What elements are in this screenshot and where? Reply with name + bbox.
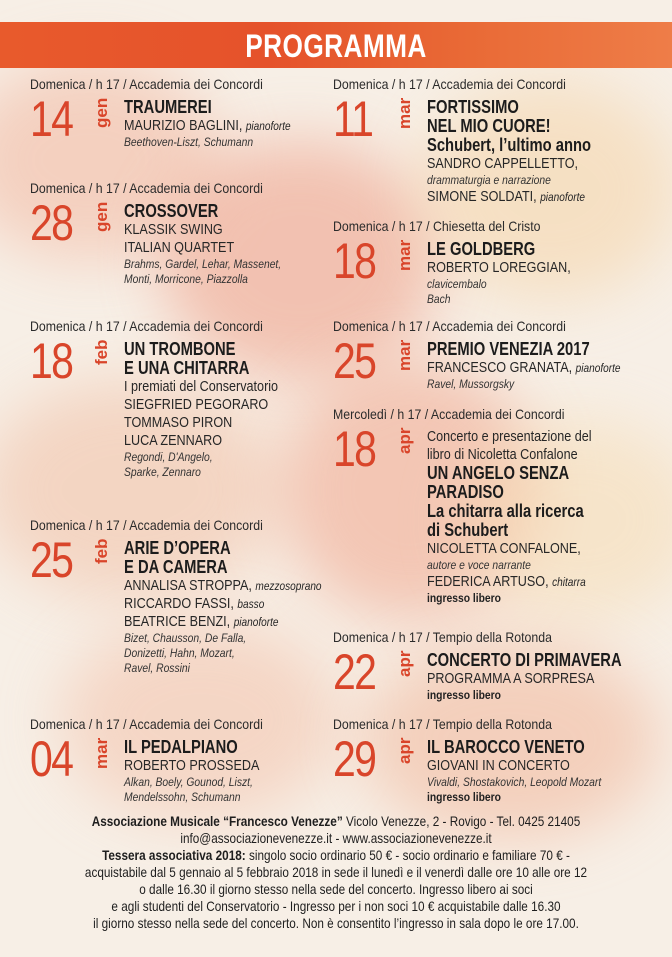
event-header: Domenica / h 17 / Accademia dei Concordi — [30, 318, 263, 334]
performer-line-text: ITALIAN QUARTET — [124, 239, 235, 256]
event-header: Domenica / h 17 / Tempio della Rotonda — [333, 716, 552, 732]
performer-line — [124, 378, 317, 396]
performer-line — [124, 396, 317, 414]
performer-line — [427, 757, 620, 775]
footer-line-5: e agli studenti del Conservatorio - Ingresso per i non soci 10 € acquistabile dalle 16.30 — [111, 898, 561, 914]
event-2 — [30, 318, 295, 479]
footer — [0, 813, 672, 932]
performer-line — [427, 540, 620, 558]
performer-line-text: I premiati del Conservatorio — [124, 378, 279, 395]
instrument-role: mezzosoprano — [255, 579, 322, 593]
event-title — [427, 464, 616, 483]
performer-line-text: LUCA ZENNARO — [124, 432, 223, 449]
event-details — [427, 428, 657, 605]
event-note — [124, 450, 322, 465]
event-date — [30, 532, 120, 597]
event-day: 28 — [30, 195, 73, 251]
event-date — [30, 91, 120, 156]
performer-line — [427, 670, 620, 688]
event-note-text: Sparke, Zennaro — [124, 465, 201, 479]
event-day: 25 — [333, 333, 376, 389]
performer-line — [124, 414, 317, 432]
event-month: feb — [92, 340, 111, 366]
event-date — [333, 333, 423, 398]
event-title-text: IL PEDALPIANO — [124, 737, 238, 757]
event-day: 18 — [333, 233, 376, 289]
event-date — [333, 233, 423, 298]
instrument-role: pianoforte — [233, 615, 279, 629]
event-month: mar — [92, 738, 111, 770]
performer-line-text: FEDERICA ARTUSO, — [427, 573, 549, 590]
footer-line-6: il giorno stesso nella sede del concerto. Non è consentito l’ingresso in sala dopo le ore 17.00. — [93, 915, 579, 931]
event-note-text: Beethoven-Liszt, Schumann — [124, 135, 254, 149]
performer-line-text: Concerto e presentazione del — [427, 428, 592, 445]
event-title — [427, 340, 616, 359]
event-title-text: UN ANGELO SENZA — [427, 463, 570, 483]
event-date — [30, 195, 120, 260]
performer-line-text: NICOLETTA CONFALONE, — [427, 540, 581, 557]
event-note — [124, 135, 322, 150]
event-note-text: Mendelssohn, Schumann — [124, 790, 241, 804]
event-title-text: La chitarra alla ricerca — [427, 501, 584, 521]
org-name: Associazione Musicale “Francesco Venezze” — [91, 813, 343, 829]
performer-line-text: SANDRO CAPPELLETTO, — [427, 155, 579, 172]
event-0 — [30, 76, 295, 149]
performer-line — [124, 221, 317, 239]
event-details — [124, 340, 354, 480]
event-month: gen — [92, 202, 111, 233]
event-title-text: Schubert, l’ultimo anno — [427, 135, 592, 155]
event-header: Domenica / h 17 / Accademia dei Concordi — [30, 76, 263, 92]
event-7 — [333, 318, 621, 391]
footer-line-4: o dalle 16.30 il giorno stesso nella sede del concerto. Ingresso libero ai soci — [139, 881, 533, 897]
footer-line-3: acquistabile dal 5 gennaio al 5 febbraio 2018 in sede il lunedì e il venerdì dalle ore 10 alle ore 12 — [84, 864, 588, 880]
instrument-role: pianoforte — [245, 119, 291, 133]
performer-line — [124, 595, 317, 613]
event-title-text: IL BAROCCO VENETO — [427, 737, 585, 757]
event-date — [30, 333, 120, 398]
performer-line-text: KLASSIK SWING — [124, 221, 223, 238]
event-title-text: NEL MIO CUORE! — [427, 116, 551, 136]
event-note-text: Ravel, Rossini — [124, 661, 190, 675]
performer-line — [124, 432, 317, 450]
event-day: 11 — [333, 91, 373, 147]
performer-line-text: GIOVANI IN CONCERTO — [427, 757, 570, 774]
event-note-text: Alkan, Boely, Gounod, Liszt, — [124, 775, 253, 789]
performer-line — [427, 188, 620, 206]
performer-line-text: BEATRICE BENZI, — [124, 613, 231, 630]
free-entry-note — [427, 688, 625, 702]
event-note — [124, 257, 322, 272]
event-title — [124, 98, 313, 117]
event-note-text: Regondi, D'Angelo, — [124, 450, 213, 464]
instrument-role: chitarra — [552, 575, 586, 589]
event-day: 29 — [333, 731, 376, 787]
page-title: PROGRAMMA — [245, 28, 427, 64]
performer-line-text: SIEGFRIED PEGORARO — [124, 396, 269, 413]
performer-line-text: SIMONE SOLDATI, — [427, 188, 537, 205]
instrument-role: pianoforte — [575, 361, 621, 375]
event-3 — [30, 517, 322, 675]
performer-line — [427, 155, 620, 173]
event-details — [124, 738, 354, 805]
event-header: Domenica / h 17 / Tempio della Rotonda — [333, 629, 552, 645]
programma-banner — [0, 22, 672, 68]
event-header: Domenica / h 17 / Chiesetta del Cristo — [333, 218, 541, 234]
performer-line — [124, 613, 317, 631]
tessera-label: Tessera associativa 2018: — [102, 847, 246, 863]
performer-line — [427, 259, 620, 277]
event-title — [124, 340, 313, 359]
tessera-text: singolo socio ordinario 50 € - socio ordinario e familiare 70 € - — [245, 847, 570, 863]
event-month: mar — [395, 340, 414, 372]
performer-line — [427, 446, 620, 464]
event-5 — [333, 76, 598, 205]
event-note-text: autore e voce narrante — [427, 558, 531, 572]
event-header: Domenica / h 17 / Accademia dei Concordi — [30, 716, 263, 732]
event-title — [427, 502, 616, 521]
event-note — [427, 292, 625, 307]
event-month: mar — [395, 98, 414, 130]
event-note-text: Monti, Morricone, Piazzolla — [124, 272, 248, 286]
event-note — [427, 173, 625, 188]
event-day: 04 — [30, 731, 73, 787]
event-date — [30, 731, 120, 796]
instrument-role: pianoforte — [540, 190, 586, 204]
event-header: Mercoledì / h 17 / Accademia dei Concordi — [333, 406, 565, 422]
org-address: Vicolo Venezze, 2 - Rovigo - Tel. 0425 21405 — [342, 813, 581, 829]
event-month: gen — [92, 98, 111, 129]
event-note — [427, 377, 625, 392]
event-date — [333, 91, 423, 156]
event-title-text: di Schubert — [427, 520, 509, 540]
event-title-text: ARIE D’OPERA — [124, 538, 231, 558]
event-date — [333, 731, 423, 796]
performer-line-text: TOMMASO PIRON — [124, 414, 233, 431]
performer-line-text: libro di Nicoletta Confalone — [427, 446, 578, 463]
event-day: 22 — [333, 644, 376, 700]
free-entry-note-text: ingresso libero — [427, 790, 501, 804]
event-day: 14 — [30, 91, 73, 147]
performer-line-text: FRANCESCO GRANATA, — [427, 359, 573, 376]
event-header: Domenica / h 17 / Accademia dei Concordi — [30, 180, 263, 196]
event-note-text: Bizet, Chausson, De Falla, — [124, 631, 247, 645]
event-header: Domenica / h 17 / Accademia dei Concordi — [333, 318, 566, 334]
event-date — [333, 421, 423, 486]
free-entry-note — [427, 591, 625, 605]
event-note — [124, 790, 322, 805]
footer-line-1 — [54, 813, 618, 830]
event-title-text: E UNA CHITARRA — [124, 358, 250, 378]
event-details — [427, 651, 657, 702]
event-note-text: Brahms, Gardel, Lehar, Massenet, — [124, 257, 282, 271]
event-month: mar — [395, 240, 414, 272]
performer-line — [124, 239, 317, 257]
event-details — [427, 738, 657, 804]
event-9 — [333, 629, 622, 702]
event-details — [124, 539, 354, 676]
event-month: apr — [395, 738, 414, 765]
instrument-role: basso — [237, 597, 265, 611]
event-month: apr — [395, 651, 414, 678]
event-note-text: Ravel, Mussorgsky — [427, 377, 515, 391]
performer-line-text: PROGRAMMA A SORPRESA — [427, 670, 595, 687]
event-note — [124, 775, 322, 790]
performer-line — [427, 359, 620, 377]
event-note-text: Vivaldi, Shostakovich, Leopold Mozart — [427, 775, 602, 789]
event-details — [427, 240, 657, 307]
free-entry-note — [427, 790, 625, 804]
event-note — [124, 631, 322, 646]
event-title — [427, 483, 616, 502]
event-title — [124, 539, 313, 558]
event-title — [427, 240, 616, 259]
event-title — [427, 521, 616, 540]
event-note — [427, 775, 625, 790]
event-title-text: TRAUMEREI — [124, 97, 212, 117]
footer-line-tessera — [54, 847, 618, 864]
performer-line — [124, 757, 317, 775]
event-title — [124, 202, 313, 221]
event-details — [124, 98, 354, 150]
event-note — [124, 646, 322, 661]
performer-line-text: MAURIZIO BAGLINI, — [124, 117, 243, 134]
free-entry-note-text: ingresso libero — [427, 591, 501, 605]
event-title-text: CROSSOVER — [124, 201, 219, 221]
event-note-text: Bach — [427, 292, 451, 306]
event-note — [124, 465, 322, 480]
performer-line-text: ANNALISA STROPPA, — [124, 577, 252, 594]
performer-line — [427, 428, 620, 446]
performer-line — [124, 117, 317, 135]
event-title-text: CONCERTO DI PRIMAVERA — [427, 650, 622, 670]
event-title — [427, 738, 616, 757]
event-month: apr — [395, 428, 414, 455]
event-4 — [30, 716, 295, 804]
event-note — [124, 272, 322, 287]
event-details — [124, 202, 354, 287]
event-header: Domenica / h 17 / Accademia dei Concordi — [30, 517, 263, 533]
event-6 — [333, 218, 571, 306]
footer-contacts: info@associazionevenezze.it - www.associazionevenezze.it — [180, 830, 492, 846]
event-note-text: clavicembalo — [427, 277, 487, 291]
event-note — [427, 277, 625, 292]
performer-line — [124, 577, 322, 595]
event-title — [124, 558, 313, 577]
event-note-text: Donizetti, Hahn, Mozart, — [124, 646, 235, 660]
event-note — [427, 558, 625, 573]
event-title-text: PARADISO — [427, 482, 504, 502]
event-title-text: FORTISSIMO — [427, 97, 519, 117]
event-title-text: LE GOLDBERG — [427, 239, 536, 259]
performer-line-text: ROBERTO LOREGGIAN, — [427, 259, 571, 276]
event-note-text: drammaturgia e narrazione — [427, 173, 551, 187]
event-note — [124, 661, 322, 676]
event-title-text: PREMIO VENEZIA 2017 — [427, 339, 590, 359]
event-title-text: E DA CAMERA — [124, 557, 228, 577]
event-month: feb — [92, 539, 111, 565]
event-1 — [30, 180, 295, 286]
event-title — [427, 117, 616, 136]
performer-line-text: ROBERTO PROSSEDA — [124, 757, 260, 774]
event-10 — [333, 716, 602, 804]
event-title — [427, 98, 616, 117]
event-day: 18 — [30, 333, 73, 389]
performer-line — [427, 573, 620, 591]
event-title-text: UN TROMBONE — [124, 339, 236, 359]
event-8 — [333, 406, 596, 605]
event-details — [427, 98, 657, 206]
event-date — [333, 644, 423, 709]
event-title — [124, 738, 313, 757]
event-title — [427, 136, 616, 155]
event-header: Domenica / h 17 / Accademia dei Concordi — [333, 76, 566, 92]
event-details — [427, 340, 657, 392]
performer-line-text: RICCARDO FASSI, — [124, 595, 234, 612]
event-day: 25 — [30, 532, 73, 588]
event-title — [427, 650, 622, 670]
event-title — [124, 359, 313, 378]
event-day: 18 — [333, 421, 376, 477]
free-entry-note-text: ingresso libero — [427, 688, 501, 702]
